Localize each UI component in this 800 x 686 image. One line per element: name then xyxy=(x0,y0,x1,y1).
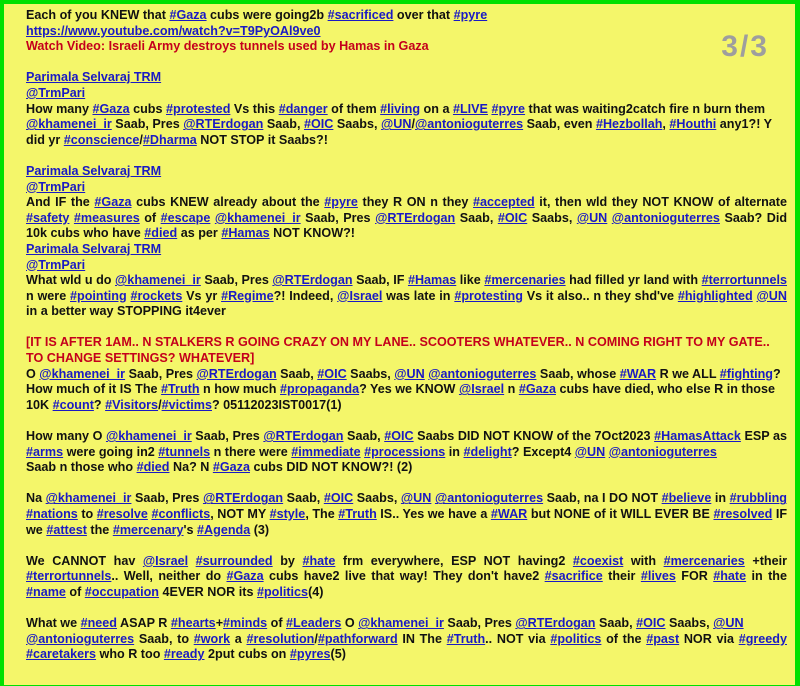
text-run: on a xyxy=(420,101,453,116)
text-run: a xyxy=(230,631,247,646)
text-run: had filled yr land with xyxy=(565,273,702,288)
mention-link[interactable]: @antonioguterres xyxy=(428,366,537,381)
text-run: Vs it also.. n they shd've xyxy=(522,288,678,303)
text-run: ESP as xyxy=(740,429,787,444)
mention-link[interactable]: @RTErdogan xyxy=(196,366,277,381)
hashtag-link[interactable]: #Truth xyxy=(161,382,200,397)
text-run: ? xyxy=(93,397,106,412)
text-run: R we ALL xyxy=(656,366,720,381)
text-run: Saabs DID NOT KNOW of the 7Oct2023 xyxy=(413,429,655,444)
hashtag-link[interactable]: #pyres xyxy=(289,647,331,662)
text-run: Saab, IF xyxy=(352,273,408,288)
text-run: 2put cubs on xyxy=(204,647,290,662)
hashtag-link[interactable]: #Houthi xyxy=(669,117,717,132)
hashtag-link[interactable]: #rockets xyxy=(130,288,183,303)
text-run: How many xyxy=(26,101,93,116)
hashtag-link[interactable]: #surrounded xyxy=(195,553,273,568)
text-run: IS.. Yes we have a xyxy=(376,507,491,521)
hashtag-link[interactable]: #died xyxy=(136,460,170,475)
hashtag-link[interactable]: #believe xyxy=(661,491,712,506)
hashtag-link[interactable]: #tunnels xyxy=(158,444,211,459)
hashtag-link[interactable]: #danger xyxy=(278,101,328,116)
text-run: who R too xyxy=(96,647,164,662)
hashtag-link[interactable]: #hate xyxy=(713,569,747,584)
author-handle[interactable]: @TrmPari xyxy=(26,85,86,100)
hashtag-link[interactable]: #OIC xyxy=(303,117,334,132)
tweet-quote xyxy=(26,242,787,320)
tweet-text xyxy=(26,195,787,242)
hashtag-link[interactable]: #mercenaries xyxy=(484,273,566,288)
hashtag-link[interactable]: #resolution xyxy=(246,631,315,646)
hashtag-link[interactable]: #pyre xyxy=(491,101,526,116)
text-run: ? Yes we KNOW xyxy=(359,382,459,397)
mention-link[interactable]: @khamenei_ir xyxy=(115,273,201,288)
hashtag-link[interactable]: #Gaza xyxy=(169,8,207,22)
text-run: of xyxy=(65,584,85,599)
hashtag-link[interactable]: #lives xyxy=(640,569,676,584)
text-run: it, then wld they NOT KNOW of alternate xyxy=(534,195,787,210)
text-run: .. NOT via xyxy=(485,631,551,646)
hashtag-link[interactable]: #living xyxy=(380,101,421,116)
hashtag-link[interactable]: #pathforward xyxy=(317,631,398,646)
hashtag-link[interactable]: #processions xyxy=(364,444,446,459)
hashtag-link[interactable]: #coexist xyxy=(572,553,624,568)
author-name[interactable]: Parimala Selvaraj TRM xyxy=(26,241,162,256)
hashtag-link[interactable]: #HamasAttack xyxy=(654,429,741,444)
text-run: was late in xyxy=(382,288,455,303)
mention-link[interactable]: @UN xyxy=(394,366,425,381)
tweet-text xyxy=(26,102,787,149)
hashtag-link[interactable]: #OIC xyxy=(497,210,528,225)
hashtag-link[interactable]: #Leaders xyxy=(286,616,342,631)
text-run: Each of you KNEW that xyxy=(26,8,170,22)
hashtag-link[interactable]: #immediate xyxy=(291,444,361,459)
text-run: by xyxy=(272,553,303,568)
text-run: Saabs, xyxy=(333,117,381,132)
text-run: were going in2 xyxy=(63,444,159,459)
hashtag-link[interactable]: #Gaza xyxy=(518,382,556,397)
text-run: Saab, xyxy=(263,117,304,132)
hashtag-link[interactable]: #Gaza xyxy=(92,101,130,116)
paragraph xyxy=(26,491,787,538)
text-run: NOT STOP it Saabs?! xyxy=(196,132,328,147)
hashtag-link[interactable]: #sacrificed xyxy=(327,8,394,22)
text-run: Saab, na I DO NOT xyxy=(543,491,662,506)
tweet-quote xyxy=(26,164,787,242)
text-run: , NOT MY xyxy=(210,507,270,521)
mention-link[interactable]: @UN xyxy=(756,288,787,303)
text-run: (5) xyxy=(330,647,346,662)
hashtag-link[interactable]: #resolved xyxy=(713,507,773,521)
mention-link[interactable]: @RTErdogan xyxy=(272,273,353,288)
text-run: FOR xyxy=(675,569,714,584)
text-run: n how much xyxy=(199,382,280,397)
text-run: ASAP R xyxy=(116,616,171,631)
hashtag-link[interactable]: #WAR xyxy=(490,507,528,521)
hashtag-link[interactable]: #propaganda xyxy=(280,382,360,397)
text-run: O xyxy=(341,616,359,631)
mention-link[interactable]: @UN xyxy=(576,210,608,225)
text-run: in xyxy=(711,491,730,506)
text-run: NOT KNOW?! xyxy=(269,226,355,241)
text-run: Saab, Pres xyxy=(200,273,273,288)
hashtag-link[interactable]: #highlighted xyxy=(677,288,753,303)
hashtag-link[interactable]: #politics xyxy=(550,631,602,646)
text-run: cubs xyxy=(129,101,166,116)
hashtag-link[interactable]: #victims xyxy=(161,397,212,412)
hashtag-link[interactable]: #work xyxy=(193,631,231,646)
hashtag-link[interactable]: #politics xyxy=(256,584,309,599)
text-run: Saab, to xyxy=(134,631,194,646)
text-run: IF we xyxy=(26,507,788,537)
mention-link[interactable]: @antonioguterres xyxy=(611,210,720,225)
hashtag-link[interactable]: #Visitors xyxy=(105,397,159,412)
hashtag-link[interactable]: #hearts xyxy=(170,616,216,631)
tweet-quote xyxy=(26,70,787,148)
text-run: .. Well, neither do xyxy=(111,569,227,584)
hashtag-link[interactable]: #measures xyxy=(73,210,140,225)
hashtag-link[interactable]: #WAR xyxy=(619,366,657,381)
text-run: , The xyxy=(305,507,339,521)
hashtag-link[interactable]: #nations xyxy=(26,507,78,521)
mention-link[interactable]: @Israel xyxy=(337,288,383,303)
hashtag-link[interactable]: #count xyxy=(52,397,94,412)
hashtag-link[interactable]: #fighting xyxy=(719,366,773,381)
text-run: Saabs, xyxy=(346,366,395,381)
text-run: Saab, even xyxy=(523,117,596,132)
mention-link[interactable]: @UN xyxy=(713,616,744,631)
author-handle[interactable]: @TrmPari xyxy=(26,257,86,272)
hashtag-link[interactable]: #died xyxy=(144,226,178,241)
hashtag-link[interactable]: #caretakers xyxy=(26,647,97,662)
paragraph xyxy=(26,616,787,663)
text-run: , xyxy=(662,117,670,132)
text-run: cubs KNEW already about the xyxy=(131,195,325,210)
hashtag-link[interactable]: #arms xyxy=(26,444,64,459)
mention-link[interactable]: @UN xyxy=(380,117,412,132)
text-run: they R ON n they xyxy=(357,195,474,210)
hashtag-link[interactable]: #Regime xyxy=(221,288,274,303)
text-run xyxy=(188,554,196,568)
text-run: with xyxy=(623,553,664,568)
text-run: ? Except4 xyxy=(511,444,575,459)
text-run: of the xyxy=(601,631,647,646)
alert-text: [IT IS AFTER 1AM.. N STALKERS R GOING CRAZY ON MY LANE.. SCOOTERS WHATEVER.. N COMING RIGHT TO MY GATE.. TO CHANGE SETTINGS? WHATEVER] xyxy=(26,335,770,366)
hashtag-link[interactable]: #terrortunnels xyxy=(26,569,112,584)
mention-link[interactable]: @UN xyxy=(574,444,606,459)
text-run: / xyxy=(314,631,318,646)
hashtag-link[interactable]: #rubbling xyxy=(729,491,787,506)
text-run: How many O xyxy=(26,429,106,444)
text-run: / xyxy=(411,117,415,132)
text-run: O xyxy=(26,366,40,381)
hashtag-link[interactable]: #attest xyxy=(46,522,87,537)
text-run: the xyxy=(86,522,113,537)
mention-link[interactable]: @RTErdogan xyxy=(263,429,344,444)
hashtag-link[interactable]: #delight xyxy=(463,444,512,459)
hashtag-link[interactable]: #occupation xyxy=(84,584,159,599)
author-handle[interactable]: @TrmPari xyxy=(26,179,86,194)
hashtag-link[interactable]: #OIC xyxy=(317,366,347,381)
text-run: 4EVER NOR its xyxy=(158,584,257,599)
hashtag-link[interactable]: #Hamas xyxy=(221,226,270,241)
text-run: / xyxy=(139,132,143,147)
mention-link[interactable]: @UN xyxy=(400,491,432,506)
mention-link[interactable]: @khamenei_ir xyxy=(26,117,112,132)
hashtag-link[interactable]: #ready xyxy=(163,647,205,662)
hashtag-link[interactable]: #sacrifice xyxy=(544,569,603,584)
text-run: frm everywhere, ESP NOT having2 xyxy=(335,553,573,568)
paragraph xyxy=(26,429,787,476)
text-run: Saab, Pres xyxy=(191,429,264,444)
text-run: of xyxy=(267,616,287,631)
text-run: IN The xyxy=(397,631,447,646)
text-run: to xyxy=(77,507,97,521)
hashtag-link[interactable]: #LIVE xyxy=(452,101,488,116)
hashtag-link[interactable]: #pyre xyxy=(453,8,488,22)
hashtag-link[interactable]: #mercenary xyxy=(112,522,184,537)
text-run: ? How much of it IS The xyxy=(26,366,781,397)
hashtag-link[interactable]: #Truth xyxy=(338,507,377,521)
text-run: Saab, Pres xyxy=(131,491,203,506)
hashtag-link[interactable]: #safety xyxy=(26,210,70,225)
text-run: / xyxy=(158,397,162,412)
mention-link[interactable]: @Israel xyxy=(458,382,505,397)
text-run: cubs DID NOT KNOW?! (2) xyxy=(249,460,413,475)
mention-link[interactable]: @khamenei_ir xyxy=(39,366,126,381)
text-run: + xyxy=(215,616,224,631)
text-run: What wld u do xyxy=(26,273,116,288)
text-run: Saabs, xyxy=(527,210,577,225)
hashtag-link[interactable]: #name xyxy=(26,584,66,599)
paragraph xyxy=(26,367,787,414)
text-run: any1?! Y did yr xyxy=(26,117,772,147)
text-run: And IF the xyxy=(26,195,95,210)
mention-link[interactable]: @antonioguterres xyxy=(434,491,544,506)
hashtag-link[interactable]: #Gaza xyxy=(212,460,250,475)
text-run: like xyxy=(456,273,485,288)
hashtag-link[interactable]: #style xyxy=(269,507,306,521)
text-run: Saab, whose xyxy=(536,366,620,381)
text-run: NOR via xyxy=(679,631,739,646)
text-run: +their xyxy=(744,553,788,568)
hashtag-link[interactable]: #Hamas xyxy=(407,273,457,288)
video-caption: Watch Video: Israeli Army destroys tunnels used by Hamas in Gaza xyxy=(26,39,429,54)
page-indicator: 3/3 xyxy=(721,30,769,63)
text-run: in the xyxy=(746,569,787,584)
mention-link[interactable]: @khamenei_ir xyxy=(105,429,192,444)
author-name[interactable]: Parimala Selvaraj TRM xyxy=(26,70,162,85)
mention-link[interactable]: @khamenei_ir xyxy=(45,491,132,506)
text-run: (4) xyxy=(308,584,324,599)
paragraph xyxy=(26,554,787,601)
text-run: n xyxy=(504,382,519,397)
text-run: cubs were going2b xyxy=(206,8,328,22)
text-run: Saab, Pres xyxy=(443,616,516,631)
text-run: Saabs, xyxy=(353,491,401,506)
hashtag-link[interactable]: #resolve xyxy=(96,507,148,521)
mention-link[interactable]: @khamenei_ir xyxy=(358,616,444,631)
text-run: of them xyxy=(327,101,381,116)
hashtag-link[interactable]: #conflicts xyxy=(151,507,211,521)
hashtag-link[interactable]: #hate xyxy=(302,553,336,568)
text-run: Na xyxy=(26,491,46,506)
mention-link[interactable]: @RTErdogan xyxy=(183,117,264,132)
text-run: but NONE of it WILL EVER BE xyxy=(527,507,714,521)
text-run: 's xyxy=(183,522,198,537)
text-run: Saabs, xyxy=(665,616,714,631)
mention-link[interactable]: @RTErdogan xyxy=(515,616,596,631)
post-panel xyxy=(4,4,795,685)
hashtag-link[interactable]: #Truth xyxy=(446,631,486,646)
hashtag-link[interactable]: #need xyxy=(80,616,117,631)
mention-link[interactable]: @Israel xyxy=(142,553,189,568)
text-run: Saab, Pres xyxy=(111,117,184,132)
text-run: What we xyxy=(26,616,81,631)
hashtag-link[interactable]: #terrortunnels xyxy=(701,273,787,288)
hashtag-link[interactable]: #conscience xyxy=(63,132,140,147)
text-run: in a better way STOPPING it4ever xyxy=(26,304,226,319)
text-run: Vs this xyxy=(230,101,279,116)
hashtag-link[interactable]: #pointing xyxy=(70,288,127,303)
video-link[interactable]: https://www.youtube.com/watch?v=T9PyOAl9ve0 xyxy=(26,23,321,38)
author-name[interactable]: Parimala Selvaraj TRM xyxy=(26,163,162,178)
text-run: cubs have2 live that way! They don't have2 xyxy=(263,569,545,584)
text-run: in xyxy=(445,444,464,459)
hashtag-link[interactable]: #Gaza xyxy=(226,569,264,584)
hashtag-link[interactable]: #accepted xyxy=(473,195,535,210)
text-run: Saab? Did 10k cubs who have xyxy=(26,210,788,241)
text-run: Saab, xyxy=(343,429,385,444)
text-run: that was waiting2catch fire n burn them xyxy=(525,101,766,116)
mention-link[interactable]: @khamenei_ir xyxy=(214,210,301,225)
text-run: their xyxy=(602,569,641,584)
hashtag-link[interactable]: #OIC xyxy=(323,491,354,506)
text-run: cubs have died, who else R in those 10K xyxy=(26,382,775,412)
text-run: as per xyxy=(177,226,222,241)
text-run: Saab, Pres xyxy=(125,366,197,381)
text-run: Saab n those who xyxy=(26,460,137,475)
hashtag-link[interactable]: #protesting xyxy=(454,288,523,303)
text-run: (3) xyxy=(250,522,270,537)
text-run: Na? N xyxy=(169,460,213,475)
mention-link[interactable]: @antonioguterres xyxy=(26,631,135,646)
hashtag-link[interactable]: #Agenda xyxy=(197,522,251,537)
text-run: ?! Indeed, xyxy=(273,288,338,303)
tweet-text xyxy=(26,273,787,320)
hashtag-link[interactable]: #greedy xyxy=(738,631,787,646)
hashtag-link[interactable]: #mercenaries xyxy=(663,553,745,568)
hashtag-link[interactable]: #Hezbollah xyxy=(595,117,663,132)
text-run: over that xyxy=(393,8,454,22)
hashtag-link[interactable]: #minds xyxy=(223,616,268,631)
text-run: n there were xyxy=(210,444,292,459)
text-run: Saab, xyxy=(283,491,324,506)
post-content xyxy=(4,4,795,663)
text-run: Saab, xyxy=(595,616,637,631)
hashtag-link[interactable]: #Gaza xyxy=(94,195,132,210)
text-run: ? 05112023IST0017(1) xyxy=(211,397,342,412)
hashtag-link[interactable]: #pyre xyxy=(324,195,358,210)
text-run: of xyxy=(139,210,161,225)
text-run: Saab, Pres xyxy=(300,210,376,225)
hashtag-link[interactable]: #escape xyxy=(160,210,211,225)
intro-text xyxy=(26,8,787,24)
text-run: Saab, xyxy=(276,366,318,381)
text-run: n were xyxy=(26,288,71,303)
mention-link[interactable]: @RTErdogan xyxy=(202,491,284,506)
mention-link[interactable]: @RTErdogan xyxy=(375,210,456,225)
text-run: We CANNOT hav xyxy=(26,553,143,568)
mention-link[interactable]: @antonioguterres xyxy=(414,117,524,132)
hashtag-link[interactable]: #OIC xyxy=(384,429,414,444)
hashtag-link[interactable]: #protested xyxy=(166,101,231,116)
text-run: Saab, xyxy=(455,210,498,225)
hashtag-link[interactable]: #past xyxy=(646,631,680,646)
hashtag-link[interactable]: #Dharma xyxy=(142,132,197,147)
mention-link[interactable]: @antonioguterres xyxy=(608,444,717,459)
hashtag-link[interactable]: #OIC xyxy=(636,616,666,631)
text-run: Vs yr xyxy=(182,288,222,303)
